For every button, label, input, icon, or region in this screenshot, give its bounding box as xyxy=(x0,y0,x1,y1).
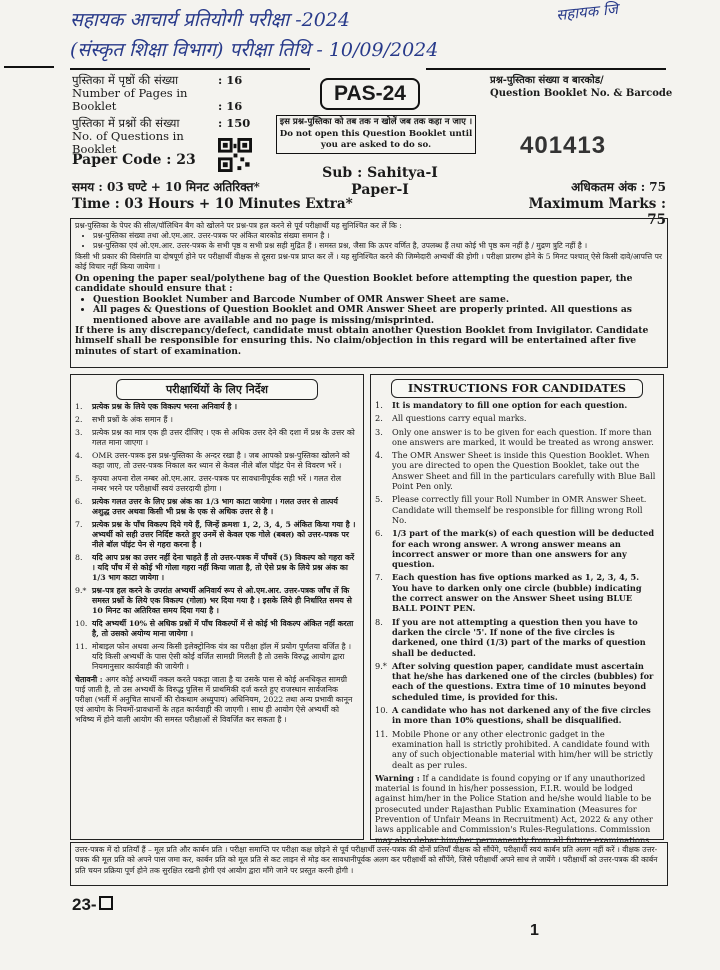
instruction-number: 9.* xyxy=(75,586,87,595)
english-warning: Warning : If a candidate is found copying or if any unauthorized material is found in his/her possession, F.I.R. would be lodged against him/her in the Police Station and he/she would liable to be prosecuted under Rajasthan Public Examination (Measures for Prevention of Unfair Means in Recruitment) Act, 2022 & any other laws applicable and Commission's Rules-Regulations. Commission may also debar him/her permanently from all future examinations. xyxy=(375,772,653,845)
instruction-number: 6. xyxy=(375,528,383,539)
instruction-text: Only one answer is to be given for each question. If more than one answers are marked, it would be treated as wrong answer. xyxy=(392,426,654,447)
max-marks-hindi: अधिकतम अंक : 75 xyxy=(571,180,666,194)
instruction-item xyxy=(75,553,357,583)
instruction-item xyxy=(75,428,357,448)
instruction-item xyxy=(375,450,657,491)
instruction-text: कृपया अपना रोल नम्बर ओ.एम.आर. उत्तर-पत्रक पर सावधानीपूर्वक सही भरें । गलत रोल नम्बर भरने पर परीक्षार्थी स्वयं उत्तरदायी होगा । xyxy=(92,474,341,493)
instruction-number: 8. xyxy=(375,616,383,627)
max-marks-english: Maximum Marks : 75 xyxy=(528,196,666,228)
instruction-number: 4. xyxy=(75,451,83,460)
answer-sheet-copy-notice: उत्तर-पत्रक में दो प्रतियाँ हैं – मूल प्रति और कार्बन प्रति । परीक्षा समाप्ति पर परीक्षा कक्ष छोड़ने से पूर्व परीक्षार्थी उत्तर-पत्रक की दोनों प्रतियाँ वीक्षक को सौंपेंगे, परीक्षार्थी स्वयं कार्बन प्रति अलग नहीं करें । वीक्षक उत्तर-पत्रक की मूल प्रति को अपने पास जमा कर, कार्बन प्रति को मूल प्रति से कट लाइन से मोड़ कर सावधानीपूर्वक अलग कर परीक्षार्थी को सौंपेंगे, जिसे परीक्षार्थी अपने साथ ले जायेंगे । परीक्षार्थी को उत्तर-पत्रक की कार्बन प्रति चयन प्रक्रिया पूर्ण होने तक सुरक्षित रखनी होगी एवं आयोग द्वारा माँगे जाने पर प्रस्तुत करनी होगी । xyxy=(70,842,668,886)
instruction-text: प्रत्येक प्रश्न का मात्र एक ही उत्तर दीजिए । एक से अधिक उत्तर देने की दशा में प्रश्न के उत्तर को गलत माना जाएगा । xyxy=(92,428,355,447)
hindi-warning: चेतावनी : अगर कोई अभ्यर्थी नकल करते पकड़ा जाता है या उसके पास से कोई अनधिकृत सामग्री पाई जाती है, तो उस अभ्यर्थी के विरुद्ध पुलिस में प्राथमिकी दर्ज करते हुए राजस्थान सार्वजनिक परीक्षा (भर्ती में अनुचित साधनों की रोकथाम अध्युपाय) अधिनियम, 2022 तथा अन्य प्रभावी कानून एवं आयोग के नियमों-प्रावधानों के तहत कार्यवाही की जाएगी । साथ ही आयोग ऐसे अभ्यर्थी को भविष्य में होने वाली आयोग की समस्त परीक्षाओं से विवर्जित कर सकता है । xyxy=(75,675,353,724)
instruction-item xyxy=(75,415,357,425)
edge-mark xyxy=(4,66,54,68)
instruction-number: 7. xyxy=(75,520,83,529)
instruction-item xyxy=(75,619,357,639)
instruction-text: प्रत्येक प्रश्न के लिये एक विकल्प भरना अनिवार्य है । xyxy=(92,402,238,411)
instruction-number: 8. xyxy=(75,553,83,562)
instruction-number: 2. xyxy=(75,415,83,424)
instruction-text: प्रत्येक प्रश्न के पाँच विकल्प दिये गये हैं, जिन्हें क्रमशः 1, 2, 3, 4, 5 अंकित किया गया है । अभ्यर्थी को सही उत्तर निर्दिष्ट करते हुए उनमें से केवल एक गोले (बबल) को उत्तर-पत्रक पर नीले बॉल पॉइंट पेन से गहरा करना है । xyxy=(92,520,356,549)
instruction-item xyxy=(75,474,357,494)
instruction-number: 5. xyxy=(75,474,83,483)
english-instructions-heading: INSTRUCTIONS FOR CANDIDATES xyxy=(391,379,643,398)
instruction-number: 1. xyxy=(375,400,383,410)
instruction-text: प्रत्येक गलत उत्तर के लिए प्रश्न अंक का 1/3 भाग काटा जायेगा । गलत उत्तर से तात्पर्य अशुद्ध उत्तर अथवा किसी भी प्रश्न के एक से अधिक उत्तर से है । xyxy=(92,497,338,516)
hindi-instructions-heading: परीक्षार्थियों के लिए निर्देश xyxy=(116,379,318,400)
instruction-number: 7. xyxy=(375,572,383,583)
instruction-item xyxy=(75,586,357,616)
instruction-item xyxy=(75,642,357,672)
time-english: Time : 03 Hours + 10 Minutes Extra* xyxy=(72,196,353,212)
instruction-number: 2. xyxy=(375,413,383,424)
exam-code-badge: PAS-24 xyxy=(320,78,420,110)
instruction-item xyxy=(375,705,657,726)
instruction-item xyxy=(75,497,357,517)
instruction-number: 4. xyxy=(375,450,383,461)
paper-code: Paper Code : 23 xyxy=(72,152,196,168)
english-instructions xyxy=(370,374,664,845)
seal-opening-notice: प्रश्न-पुस्तिका के पेपर की सील/पॉलिथिन बैग को खोलने पर प्रश्न-पत्र हल करने से पूर्व परीक्षार्थी यह सुनिश्चित कर लें कि : • प्रश्न-पुस्तिका संख्या तथा ओ.एम.आर. उत्तर-पत्रक पर अंकित बारकोड संख्या समान है । • प्रश्न-पुस्तिका एवं ओ.एम.आर. उत्तर-पत्रक के सभी पृष्ठ व सभी प्रश्न सही मुद्रित हैं । समस्त प्रश्न, जैसा कि ऊपर वर्णित है, उपलब्ध हैं तथा कोई भी पृष्ठ कम नहीं है / मुद्रण त्रुटि नहीं है । किसी भी प्रकार की विसंगति या दोषपूर्ण होने पर परीक्षार्थी वीक्षक से दूसरा प्रश्न-पत्र प्राप्त कर लें । यह सुनिश्चित करने की जिम्मेदारी अभ्यर्थी की होगी । परीक्षा प्रारम्भ होने के 5 मिनट पश्चात् ऐसे किसी दावे/आपत्ति पर कोई विचार नहीं किया जायेगा । On opening the paper seal/polythene bag of the Question Booklet before attempting the question paper, the candidate should ensure that : • Question Booklet Number and Barcode Number of OMR Answer Sheet are same. • All pages & Questions of Question Booklet and OMR Answer Sheet are properly printed. All questions as mentioned above are available and no page is missing/misprinted. If there is any discrepancy/defect, candidate must obtain another Question Booklet from Invigilator. Candidate himself shall be responsible for ensuring this. No claim/objection in this regard will be entertained after five minutes of start of examination. xyxy=(70,218,668,368)
subject-title: Sub : Sahitya-I Paper-I xyxy=(322,165,438,198)
instruction-text: प्रश्न-पत्र हल करने के उपरांत अभ्यर्थी अनिवार्य रूप से ओ.एम.आर. उत्तर-पत्रक जाँच लें कि समस्त प्रश्नों के लिये एक विकल्प (गोला) भर दिया गया है । इसके लिये ही निर्धारित समय से 10 मिनट का अतिरिक्त समय दिया गया है । xyxy=(92,586,352,615)
booklet-info: पुस्तिका में पृष्ठों की संख्या : 16 Number of Pages in Booklet : 16 पुस्तिका में प्रश्नों की संख्या : 150 No. of Questions in Booklet xyxy=(72,73,251,156)
time-hindi: समय : 03 घण्टे + 10 मिनट अतिरिक्त* xyxy=(72,180,260,194)
instruction-number: 11. xyxy=(75,642,88,651)
instruction-item xyxy=(75,520,357,550)
instruction-text: Mobile Phone or any other electronic gadget in the examination hall is strictly prohibited. A candidate found with any of such objectionable material with him/her will be strictly dealt as per rules. xyxy=(392,728,653,770)
instruction-text: If you are not attempting a question then you have to darken the circle '5'. If none of the five circles is darkened, one third (1/3) part of the marks of question shall be deducted. xyxy=(392,616,646,658)
hindi-instructions xyxy=(70,374,364,840)
instruction-text: It is mandatory to fill one option for each question. xyxy=(392,400,628,410)
instruction-item xyxy=(375,661,657,702)
instruction-text: All questions carry equal marks. xyxy=(392,413,527,424)
handwritten-exam-date: (संस्कृत शिक्षा विभाग) परीक्षा तिथि - 10/09/2024 xyxy=(70,39,439,61)
instruction-text: सभी प्रश्नों के अंक समान हैं । xyxy=(92,415,173,424)
instruction-item xyxy=(375,729,657,770)
instruction-item xyxy=(375,494,657,525)
english-instructions-list xyxy=(371,400,663,770)
header-rule-left xyxy=(70,68,310,70)
hindi-instructions-list xyxy=(71,402,363,672)
page-code: 23- xyxy=(72,895,113,915)
instruction-text: After solving question paper, candidate must ascertain that he/she has darkened one of the circles (bubbles) for each of the questions. Extra time of 10 minutes beyond scheduled time, is provided for this. xyxy=(392,660,654,702)
question-booklet-label: प्रश्न-पुस्तिका संख्या व बारकोड/ Question Booklet No. & Barcode xyxy=(490,75,673,99)
instruction-text: यदि आप प्रश्न का उत्तर नहीं देना चाहते हैं तो उत्तर-पत्रक में पाँचवें (5) विकल्प को गहरा करें । यदि पाँच में से कोई भी गोला गहरा नहीं किया जाता है, तो ऐसे प्रश्न के लिये प्रश्न अंक का 1/3 भाग काटा जायेगा । xyxy=(92,553,355,582)
handwritten-exam-title: सहायक आचार्य प्रतियोगी परीक्षा -2024 xyxy=(70,9,350,31)
square-mark-icon xyxy=(99,896,113,910)
instruction-text: OMR उत्तर-पत्रक इस प्रश्न-पुस्तिका के अन्दर रखा है । जब आपको प्रश्न-पुस्तिका खोलने को कहा जाए, तो उत्तर-पत्रक निकाल कर ध्यान से केवल नीले बॉल पॉइंट पेन से विवरण भरें । xyxy=(92,451,350,470)
qr-code-icon xyxy=(218,138,252,172)
instruction-text: The OMR Answer Sheet is inside this Question Booklet. When you are directed to open the Question Booklet, take out the Answer Sheet and fill in the particulars carefully with Blue Ball Point Pen only. xyxy=(392,450,656,492)
instruction-item xyxy=(375,572,657,613)
instruction-text: Each question has five options marked as 1, 2, 3, 4, 5. You have to darken only one circle (bubble) indicating the correct answer on the Answer Sheet using BLUE BALL POINT PEN. xyxy=(392,572,642,614)
instruction-item xyxy=(375,400,657,410)
page-number: 1 xyxy=(530,922,539,939)
do-not-open-warning: इस प्रश्न-पुस्तिका को तब तक न खोलें जब तक कहा न जाए । Do not open this Question Booklet until you are asked to do so. xyxy=(276,115,476,154)
instruction-number: 10. xyxy=(75,619,88,628)
instruction-item xyxy=(375,617,657,658)
handwritten-top-right-note: सहायक जि xyxy=(555,0,619,25)
instruction-number: 11. xyxy=(375,728,389,739)
instruction-number: 10. xyxy=(375,705,389,716)
booklet-number: 401413 xyxy=(520,132,607,159)
instruction-item xyxy=(375,528,657,569)
instruction-text: 1/3 part of the mark(s) of each question will be deducted for each wrong answer. A wrong answer means an incorrect answer or more than one answers for any question. xyxy=(392,528,655,570)
instruction-item xyxy=(75,402,357,412)
instruction-item xyxy=(75,451,357,471)
instruction-item xyxy=(375,413,657,423)
instruction-item xyxy=(375,427,657,448)
instruction-number: 3. xyxy=(75,428,83,437)
instruction-number: 3. xyxy=(375,426,383,437)
instruction-text: यदि अभ्यर्थी 10% से अधिक प्रश्नों में पाँच विकल्पों में से कोई भी विकल्प अंकित नहीं करता है, तो उसको अयोग्य माना जायेगा । xyxy=(92,619,354,638)
header-rule-right xyxy=(426,68,666,70)
instruction-number: 1. xyxy=(75,402,83,411)
instruction-number: 5. xyxy=(375,494,383,505)
instruction-text: A candidate who has not darkened any of the five circles in more than 10% questions, shall be disqualified. xyxy=(392,705,651,726)
instruction-number: 9.* xyxy=(375,660,387,671)
instruction-text: मोबाइल फोन अथवा अन्य किसी इलेक्ट्रोनिक यंत्र का परीक्षा हॉल में प्रयोग पूर्णतया वर्जित है । यदि किसी अभ्यर्थी के पास ऐसी कोई वर्जित सामग्री मिलती है तो उसके विरुद्ध आयोग द्वारा नियमानुसार कार्यवाही की जायेगी । xyxy=(92,642,352,671)
instruction-text: Please correctly fill your Roll Number in OMR Answer Sheet. Candidate will themself be responsible for filling wrong Roll No. xyxy=(392,494,647,525)
instruction-number: 6. xyxy=(75,497,83,506)
